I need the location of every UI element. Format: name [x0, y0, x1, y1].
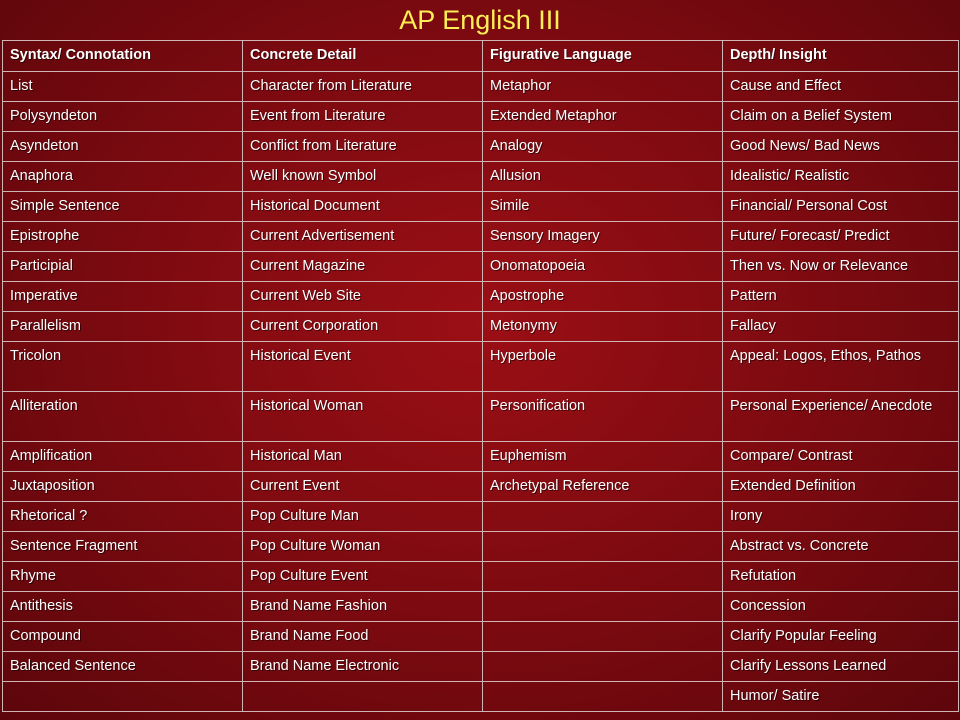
table-cell: Good News/ Bad News: [723, 132, 959, 162]
table-cell: Parallelism: [3, 312, 243, 342]
table-row: [3, 392, 959, 442]
column-header: Depth/ Insight: [723, 41, 959, 72]
table-row: [3, 282, 959, 312]
table-cell: Current Web Site: [243, 282, 483, 312]
table-cell: Alliteration: [3, 392, 243, 442]
table-cell: Historical Event: [243, 342, 483, 392]
table-cell: Tricolon: [3, 342, 243, 392]
table-cell: Current Magazine: [243, 252, 483, 282]
table-cell: Brand Name Food: [243, 622, 483, 652]
table-cell: Metonymy: [483, 312, 723, 342]
table-cell: Abstract vs. Concrete: [723, 532, 959, 562]
table-row: [3, 102, 959, 132]
table-row: [3, 312, 959, 342]
table-cell: Personal Experience/ Anecdote: [723, 392, 959, 442]
table-cell: Current Advertisement: [243, 222, 483, 252]
table-cell: Imperative: [3, 282, 243, 312]
table-cell: Brand Name Electronic: [243, 652, 483, 682]
table-row: [3, 72, 959, 102]
table-cell: Metaphor: [483, 72, 723, 102]
table-cell: Compound: [3, 622, 243, 652]
table-row: [3, 622, 959, 652]
table-cell: Humor/ Satire: [723, 682, 959, 712]
table-row: [3, 682, 959, 712]
table-cell: Extended Metaphor: [483, 102, 723, 132]
table-cell: Balanced Sentence: [3, 652, 243, 682]
table-cell: Character from Literature: [243, 72, 483, 102]
table-cell: Irony: [723, 502, 959, 532]
table-cell: Analogy: [483, 132, 723, 162]
column-header: Figurative Language: [483, 41, 723, 72]
table-cell: Juxtaposition: [3, 472, 243, 502]
table-cell: Simple Sentence: [3, 192, 243, 222]
table-row: [3, 652, 959, 682]
table-cell: Onomatopoeia: [483, 252, 723, 282]
table-cell: [483, 592, 723, 622]
table-row: [3, 562, 959, 592]
table-cell: Claim on a Belief System: [723, 102, 959, 132]
table-cell: [483, 562, 723, 592]
table-cell: [483, 682, 723, 712]
table-cell: Amplification: [3, 442, 243, 472]
table-row: [3, 532, 959, 562]
table-row: [3, 222, 959, 252]
table-cell: Hyperbole: [483, 342, 723, 392]
table-cell: Clarify Popular Feeling: [723, 622, 959, 652]
table-cell: Historical Woman: [243, 392, 483, 442]
table-cell: [483, 502, 723, 532]
table-cell: [483, 532, 723, 562]
table-row: [3, 162, 959, 192]
table-cell: Extended Definition: [723, 472, 959, 502]
table-cell: Brand Name Fashion: [243, 592, 483, 622]
table-row: [3, 192, 959, 222]
table-cell: Fallacy: [723, 312, 959, 342]
table-cell: Future/ Forecast/ Predict: [723, 222, 959, 252]
table-row: [3, 502, 959, 532]
table-header-row: [3, 41, 959, 72]
table-cell: Euphemism: [483, 442, 723, 472]
table-cell: Asyndeton: [3, 132, 243, 162]
table-cell: Sentence Fragment: [3, 532, 243, 562]
table-row: [3, 442, 959, 472]
table-cell: Financial/ Personal Cost: [723, 192, 959, 222]
table-cell: Then vs. Now or Relevance: [723, 252, 959, 282]
table-cell: Event from Literature: [243, 102, 483, 132]
table-cell: Well known Symbol: [243, 162, 483, 192]
table-cell: Compare/ Contrast: [723, 442, 959, 472]
table-cell: Apostrophe: [483, 282, 723, 312]
rhetoric-table: [2, 40, 959, 712]
column-header: Concrete Detail: [243, 41, 483, 72]
table-cell: Participial: [3, 252, 243, 282]
page-title: AP English III: [399, 5, 561, 35]
table-cell: [3, 682, 243, 712]
table-row: [3, 472, 959, 502]
table-cell: Clarify Lessons Learned: [723, 652, 959, 682]
table-cell: Rhetorical ?: [3, 502, 243, 532]
table-cell: Anaphora: [3, 162, 243, 192]
table-cell: Archetypal Reference: [483, 472, 723, 502]
table-cell: Pop Culture Event: [243, 562, 483, 592]
table-cell: Pop Culture Woman: [243, 532, 483, 562]
column-header: Syntax/ Connotation: [3, 41, 243, 72]
table-cell: Cause and Effect: [723, 72, 959, 102]
table-cell: Sensory Imagery: [483, 222, 723, 252]
table-cell: Appeal: Logos, Ethos, Pathos: [723, 342, 959, 392]
table-cell: Pattern: [723, 282, 959, 312]
table-row: [3, 592, 959, 622]
table-cell: Polysyndeton: [3, 102, 243, 132]
table-cell: Simile: [483, 192, 723, 222]
table-cell: [243, 682, 483, 712]
table-cell: Rhyme: [3, 562, 243, 592]
table-cell: Allusion: [483, 162, 723, 192]
table-cell: List: [3, 72, 243, 102]
table-cell: Historical Man: [243, 442, 483, 472]
table-cell: Concession: [723, 592, 959, 622]
table-cell: Epistrophe: [3, 222, 243, 252]
table-cell: Refutation: [723, 562, 959, 592]
table-cell: Current Corporation: [243, 312, 483, 342]
table-cell: Historical Document: [243, 192, 483, 222]
table-cell: Personification: [483, 392, 723, 442]
table-cell: [483, 622, 723, 652]
table-cell: [483, 652, 723, 682]
table-cell: Antithesis: [3, 592, 243, 622]
table-cell: Current Event: [243, 472, 483, 502]
table-cell: Conflict from Literature: [243, 132, 483, 162]
table-cell: Pop Culture Man: [243, 502, 483, 532]
table-row: [3, 132, 959, 162]
table-row: [3, 252, 959, 282]
table-row: [3, 342, 959, 392]
table-cell: Idealistic/ Realistic: [723, 162, 959, 192]
